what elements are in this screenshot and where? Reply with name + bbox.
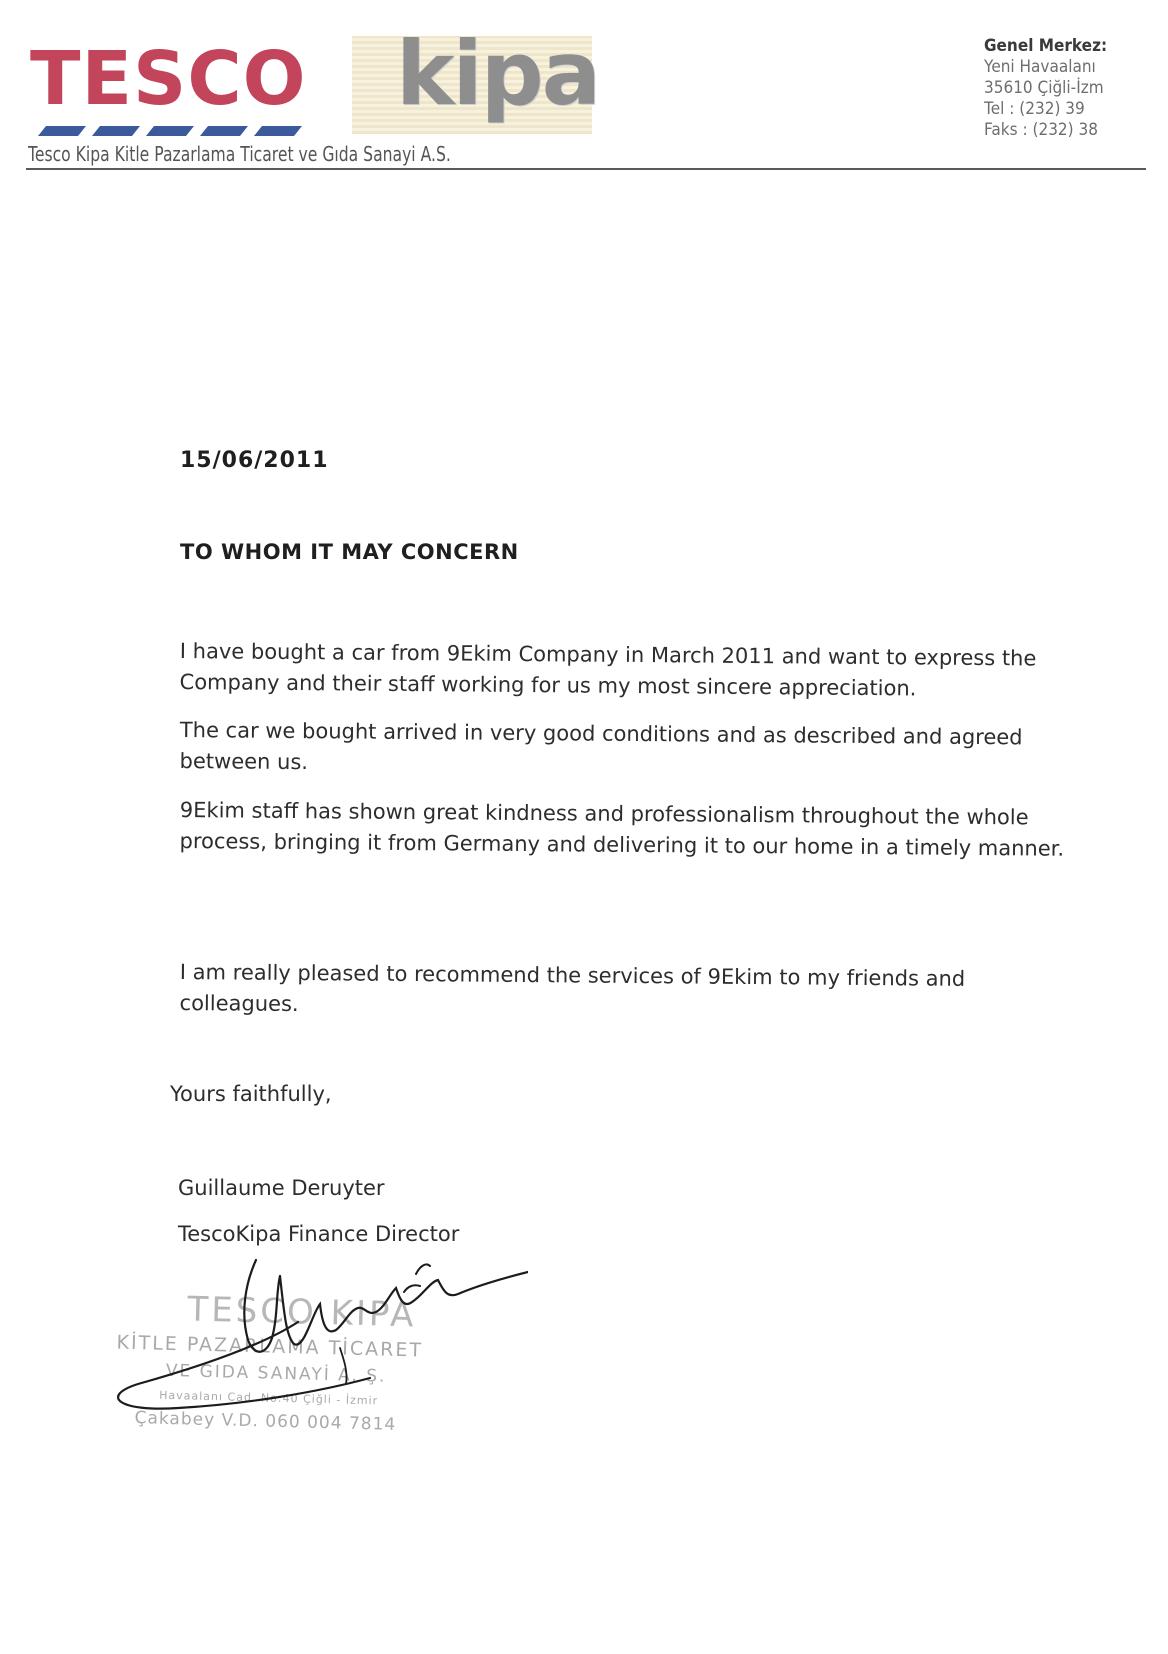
company-name: Tesco Kipa Kitle Pazarlama Ticaret ve Gıda Sanayi A.S.	[28, 142, 451, 166]
stamp-line-5: Çakabey V.D. 060 004 7814	[134, 1408, 397, 1435]
paragraph-2: The car we bought arrived in very good conditions and as described and agreed between us.	[179, 717, 1023, 775]
letter-date: 15/06/2011	[180, 448, 329, 473]
headquarters-address-line2: 35610 Çiğli-İzm	[984, 78, 1104, 98]
signer-name: Guillaume Deruyter	[178, 1176, 385, 1200]
letter-salutation: TO WHOM IT MAY CONCERN	[180, 540, 519, 564]
stamp-line-4: Havaalanı Cad. No:40 Çiğli - İzmir	[159, 1388, 379, 1408]
stamp-brand: TESCO KIPA	[186, 1289, 417, 1336]
letterhead	[22, 22, 1146, 178]
tesco-logo-text: TESCO	[30, 36, 307, 122]
handwritten-signature	[108, 1252, 528, 1442]
headquarters-phone: Tel : (232) 39	[984, 99, 1085, 119]
letter-closing: Yours faithfully,	[170, 1082, 332, 1106]
paragraph-3: 9Ekim staff has shown great kindness and professionalism throughout the whole process, bringing it from Germany and delivering it to our home in a timely manner.	[179, 797, 1065, 861]
headquarters-title: Genel Merkez:	[984, 36, 1108, 56]
kipa-logo	[352, 22, 600, 134]
paragraph-4: I am really pleased to recommend the services of 9Ekim to my friends and colleagues.	[179, 959, 966, 1017]
stamp-line-2: KİTLE PAZARLAMA TİCARET	[116, 1331, 424, 1362]
tesco-logo	[30, 36, 310, 152]
tesco-stripes-icon	[32, 124, 312, 138]
paragraph-1: I have bought a car from 9Ekim Company in March 2011 and want to express the Company and their staff working for us my most sincere appreciation.	[179, 638, 1037, 701]
headquarters-info	[984, 36, 1146, 141]
headquarters-address-line1: Yeni Havaalanı	[984, 57, 1096, 77]
kipa-logo-text: kipa	[396, 22, 600, 125]
letterhead-divider	[26, 168, 1146, 170]
stamp-line-3: VE GIDA SANAYİ A. Ş.	[165, 1360, 387, 1387]
headquarters-fax: Faks : (232) 38	[984, 120, 1098, 140]
signer-title: TescoKipa Finance Director	[178, 1222, 460, 1246]
